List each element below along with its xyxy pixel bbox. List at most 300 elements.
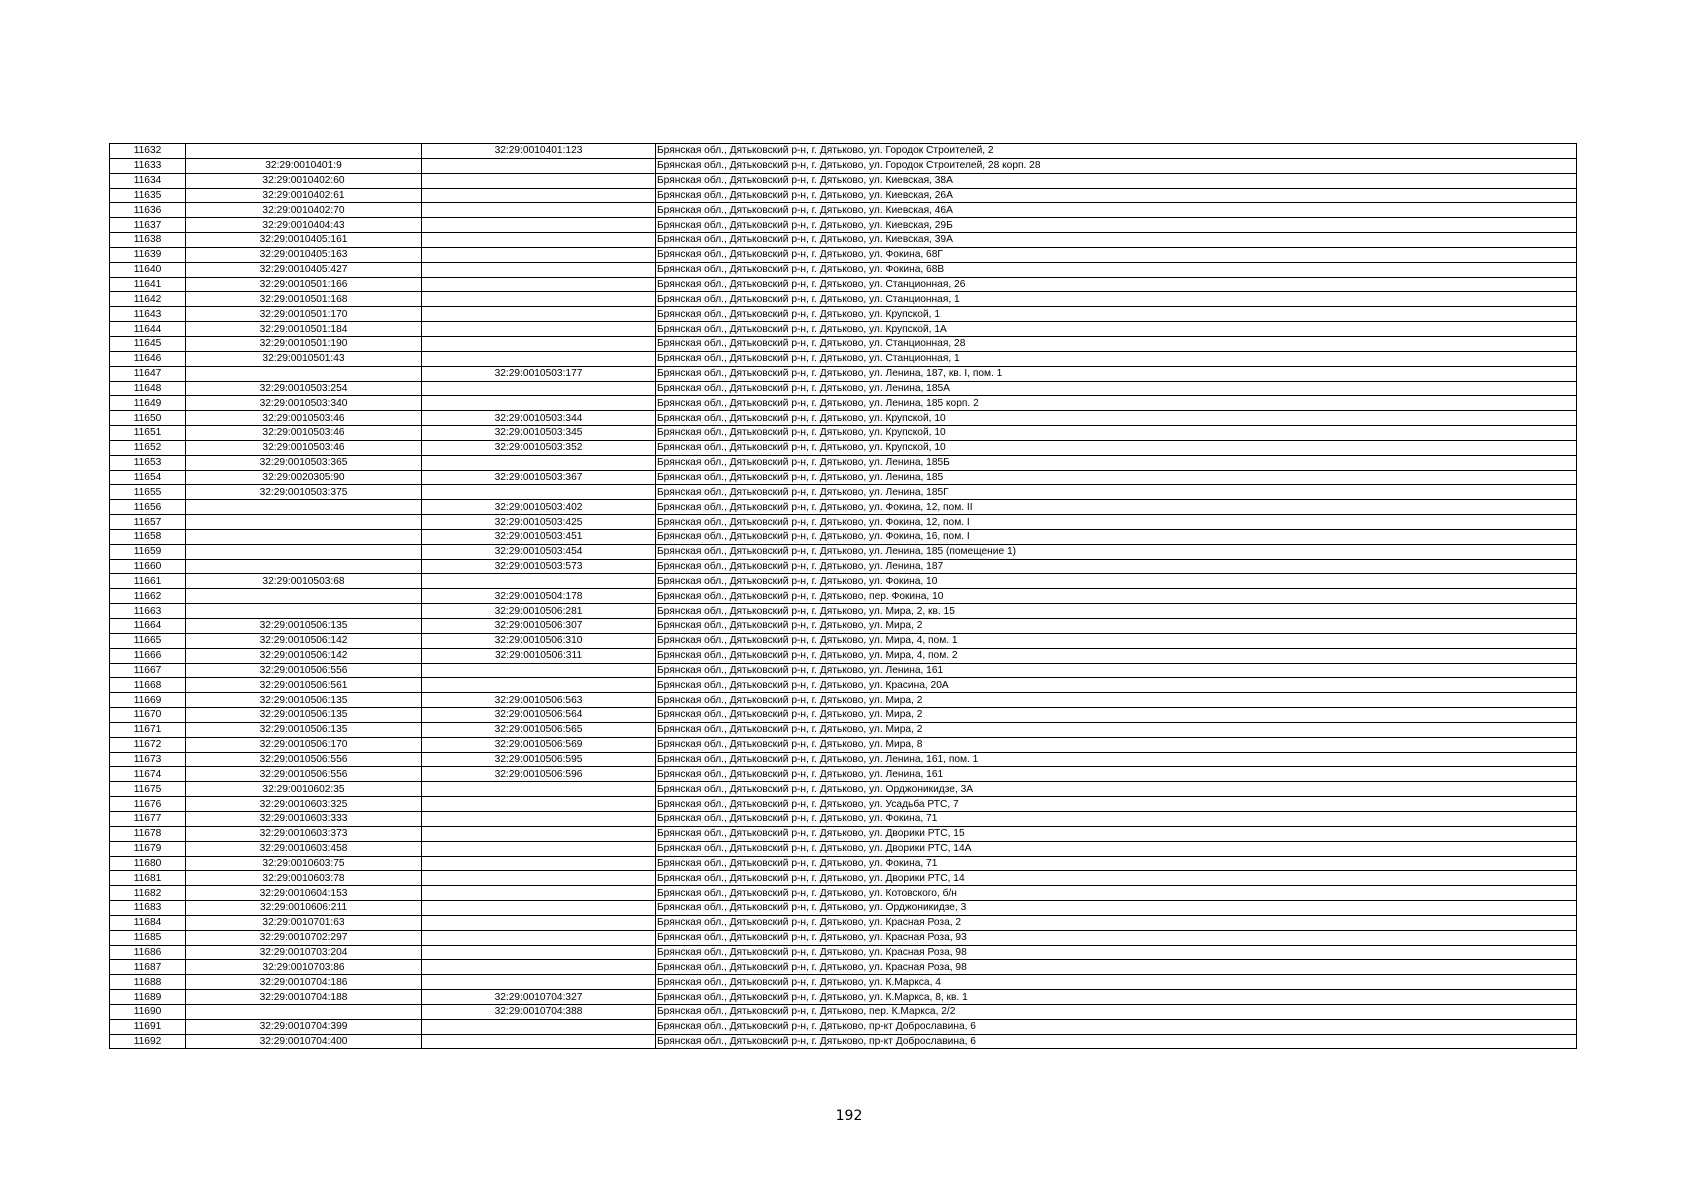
address-cell: Брянская обл., Дятьковский р-н, г. Дятьково, ул. Фокина, 71 [656,856,1577,871]
object-cadastral-cell: 32:29:0010503:454 [422,544,656,559]
object-cadastral-cell: 32:29:0010506:595 [422,752,656,767]
registry-table-body [110,144,1577,1049]
row-number-cell: 11673 [110,752,186,767]
table-row [110,544,1577,559]
address-cell: Брянская обл., Дятьковский р-н, г. Дятьково, ул. Ленина, 161 [656,663,1577,678]
row-number-cell: 11685 [110,930,186,945]
table-row [110,589,1577,604]
object-cadastral-cell: 32:29:0010506:311 [422,648,656,663]
land-cadastral-cell: 32:29:0010603:333 [186,811,422,826]
row-number-cell: 11678 [110,826,186,841]
land-cadastral-cell: 32:29:0010401:9 [186,158,422,173]
object-cadastral-cell [422,277,656,292]
table-row [110,277,1577,292]
address-cell: Брянская обл., Дятьковский р-н, г. Дятьково, ул. Фокина, 10 [656,574,1577,589]
address-cell: Брянская обл., Дятьковский р-н, г. Дятьково, ул. Ленина, 187 [656,559,1577,574]
address-cell: Брянская обл., Дятьковский р-н, г. Дятьково, ул. Красина, 20А [656,678,1577,693]
address-cell: Брянская обл., Дятьковский р-н, г. Дятьково, пер. К.Маркса, 2/2 [656,1004,1577,1019]
object-cadastral-cell [422,811,656,826]
row-number-cell: 11656 [110,500,186,515]
address-cell: Брянская обл., Дятьковский р-н, г. Дятьково, ул. Киевская, 26А [656,188,1577,203]
table-row [110,604,1577,619]
address-cell: Брянская обл., Дятьковский р-н, г. Дятьково, ул. Киевская, 38А [656,173,1577,188]
land-cadastral-cell: 32:29:0010501:170 [186,307,422,322]
object-cadastral-cell [422,841,656,856]
table-row [110,233,1577,248]
object-cadastral-cell: 32:29:0010401:123 [422,144,656,159]
row-number-cell: 11635 [110,188,186,203]
land-cadastral-cell: 32:29:0010506:142 [186,648,422,663]
address-cell: Брянская обл., Дятьковский р-н, г. Дятьково, ул. Фокина, 68В [656,262,1577,277]
row-number-cell: 11671 [110,722,186,737]
address-cell: Брянская обл., Дятьковский р-н, г. Дятьково, ул. Ленина, 161, пом. 1 [656,752,1577,767]
object-cadastral-cell [422,247,656,262]
land-cadastral-cell: 32:29:0010603:78 [186,871,422,886]
object-cadastral-cell [422,960,656,975]
land-cadastral-cell: 32:29:0010506:135 [186,619,422,634]
object-cadastral-cell [422,678,656,693]
land-cadastral-cell: 32:29:0010604:153 [186,886,422,901]
land-cadastral-cell: 32:29:0010603:325 [186,797,422,812]
table-row [110,930,1577,945]
land-cadastral-cell: 32:29:0010702:297 [186,930,422,945]
address-cell: Брянская обл., Дятьковский р-н, г. Дятьково, ул. Красная Роза, 93 [656,930,1577,945]
table-row [110,470,1577,485]
address-cell: Брянская обл., Дятьковский р-н, г. Дятьково, ул. Дворики РТС, 14 [656,871,1577,886]
address-cell: Брянская обл., Дятьковский р-н, г. Дятьково, ул. Станционная, 28 [656,336,1577,351]
land-cadastral-cell [186,544,422,559]
table-row [110,292,1577,307]
row-number-cell: 11644 [110,322,186,337]
row-number-cell: 11692 [110,1034,186,1049]
table-row [110,975,1577,990]
object-cadastral-cell [422,381,656,396]
table-row [110,722,1577,737]
table-row [110,663,1577,678]
object-cadastral-cell: 32:29:0010504:178 [422,589,656,604]
table-row [110,648,1577,663]
land-cadastral-cell [186,515,422,530]
land-cadastral-cell: 32:29:0020305:90 [186,470,422,485]
row-number-cell: 11666 [110,648,186,663]
address-cell: Брянская обл., Дятьковский р-н, г. Дятьково, ул. Дворики РТС, 15 [656,826,1577,841]
address-cell: Брянская обл., Дятьковский р-н, г. Дятьково, ул. Мира, 2 [656,693,1577,708]
table-row [110,1004,1577,1019]
address-cell: Брянская обл., Дятьковский р-н, г. Дятьково, ул. Мира, 2 [656,619,1577,634]
address-cell: Брянская обл., Дятьковский р-н, г. Дятьково, ул. Крупской, 10 [656,411,1577,426]
land-cadastral-cell: 32:29:0010703:86 [186,960,422,975]
row-number-cell: 11669 [110,693,186,708]
row-number-cell: 11653 [110,455,186,470]
table-row [110,782,1577,797]
land-cadastral-cell: 32:29:0010503:340 [186,396,422,411]
table-row [110,678,1577,693]
land-cadastral-cell [186,1004,422,1019]
object-cadastral-cell [422,901,656,916]
table-row [110,767,1577,782]
address-cell: Брянская обл., Дятьковский р-н, г. Дятьково, ул. Ленина, 185Г [656,485,1577,500]
land-cadastral-cell [186,366,422,381]
object-cadastral-cell: 32:29:0010503:344 [422,411,656,426]
object-cadastral-cell [422,915,656,930]
row-number-cell: 11655 [110,485,186,500]
table-row [110,529,1577,544]
row-number-cell: 11684 [110,915,186,930]
object-cadastral-cell [422,396,656,411]
object-cadastral-cell: 32:29:0010503:425 [422,515,656,530]
object-cadastral-cell [422,1019,656,1034]
object-cadastral-cell [422,158,656,173]
table-row [110,144,1577,159]
row-number-cell: 11676 [110,797,186,812]
address-cell: Брянская обл., Дятьковский р-н, г. Дятьково, ул. Мира, 8 [656,737,1577,752]
object-cadastral-cell [422,663,656,678]
row-number-cell: 11640 [110,262,186,277]
object-cadastral-cell [422,1034,656,1049]
land-cadastral-cell: 32:29:0010606:211 [186,901,422,916]
row-number-cell: 11633 [110,158,186,173]
address-cell: Брянская обл., Дятьковский р-н, г. Дятьково, ул. Мира, 2 [656,722,1577,737]
table-row [110,411,1577,426]
row-number-cell: 11667 [110,663,186,678]
land-cadastral-cell [186,559,422,574]
land-cadastral-cell: 32:29:0010501:168 [186,292,422,307]
object-cadastral-cell [422,574,656,589]
object-cadastral-cell [422,292,656,307]
table-row [110,366,1577,381]
address-cell: Брянская обл., Дятьковский р-н, г. Дятьково, ул. Киевская, 39А [656,233,1577,248]
land-cadastral-cell: 32:29:0010405:163 [186,247,422,262]
address-cell: Брянская обл., Дятьковский р-н, г. Дятьково, ул. Крупской, 10 [656,440,1577,455]
row-number-cell: 11642 [110,292,186,307]
row-number-cell: 11689 [110,990,186,1005]
object-cadastral-cell: 32:29:0010506:307 [422,619,656,634]
row-number-cell: 11674 [110,767,186,782]
table-row [110,426,1577,441]
table-row [110,797,1577,812]
table-row [110,500,1577,515]
table-row [110,381,1577,396]
address-cell: Брянская обл., Дятьковский р-н, г. Дятьково, ул. К.Маркса, 8, кв. 1 [656,990,1577,1005]
registry-table-container [109,143,1576,1049]
address-cell: Брянская обл., Дятьковский р-н, г. Дятьково, ул. Ленина, 185 корп. 2 [656,396,1577,411]
address-cell: Брянская обл., Дятьковский р-н, г. Дятьково, ул. Фокина, 68Г [656,247,1577,262]
row-number-cell: 11663 [110,604,186,619]
table-row [110,1019,1577,1034]
object-cadastral-cell [422,233,656,248]
row-number-cell: 11690 [110,1004,186,1019]
land-cadastral-cell: 32:29:0010404:43 [186,218,422,233]
table-row [110,737,1577,752]
row-number-cell: 11688 [110,975,186,990]
land-cadastral-cell: 32:29:0010506:170 [186,737,422,752]
object-cadastral-cell: 32:29:0010704:388 [422,1004,656,1019]
row-number-cell: 11660 [110,559,186,574]
object-cadastral-cell: 32:29:0010506:564 [422,708,656,723]
table-row [110,752,1577,767]
row-number-cell: 11681 [110,871,186,886]
row-number-cell: 11677 [110,811,186,826]
address-cell: Брянская обл., Дятьковский р-н, г. Дятьково, ул. Красная Роза, 98 [656,945,1577,960]
address-cell: Брянская обл., Дятьковский р-н, г. Дятьково, ул. Киевская, 29Б [656,218,1577,233]
object-cadastral-cell [422,945,656,960]
address-cell: Брянская обл., Дятьковский р-н, г. Дятьково, ул. Орджоникидзе, 3А [656,782,1577,797]
land-cadastral-cell: 32:29:0010503:68 [186,574,422,589]
row-number-cell: 11654 [110,470,186,485]
address-cell: Брянская обл., Дятьковский р-н, г. Дятьково, ул. Мира, 4, пом. 1 [656,633,1577,648]
object-cadastral-cell: 32:29:0010503:573 [422,559,656,574]
land-cadastral-cell: 32:29:0010701:63 [186,915,422,930]
table-row [110,990,1577,1005]
table-row [110,826,1577,841]
object-cadastral-cell [422,218,656,233]
table-row [110,262,1577,277]
address-cell: Брянская обл., Дятьковский р-н, г. Дятьково, ул. Мира, 2 [656,708,1577,723]
object-cadastral-cell [422,351,656,366]
row-number-cell: 11643 [110,307,186,322]
object-cadastral-cell [422,782,656,797]
object-cadastral-cell [422,930,656,945]
object-cadastral-cell: 32:29:0010503:451 [422,529,656,544]
row-number-cell: 11679 [110,841,186,856]
row-number-cell: 11638 [110,233,186,248]
address-cell: Брянская обл., Дятьковский р-н, г. Дятьково, ул. Красная Роза, 98 [656,960,1577,975]
address-cell: Брянская обл., Дятьковский р-н, г. Дятьково, ул. Станционная, 26 [656,277,1577,292]
land-cadastral-cell: 32:29:0010602:35 [186,782,422,797]
land-cadastral-cell: 32:29:0010405:161 [186,233,422,248]
object-cadastral-cell [422,856,656,871]
land-cadastral-cell [186,144,422,159]
address-cell: Брянская обл., Дятьковский р-н, г. Дятьково, ул. Ленина, 187, кв. I, пом. 1 [656,366,1577,381]
row-number-cell: 11691 [110,1019,186,1034]
land-cadastral-cell: 32:29:0010501:166 [186,277,422,292]
row-number-cell: 11683 [110,901,186,916]
object-cadastral-cell [422,455,656,470]
address-cell: Брянская обл., Дятьковский р-н, г. Дятьково, ул. Дворики РТС, 14А [656,841,1577,856]
row-number-cell: 11651 [110,426,186,441]
table-row [110,693,1577,708]
address-cell: Брянская обл., Дятьковский р-н, г. Дятьково, ул. Котовского, б/н [656,886,1577,901]
row-number-cell: 11639 [110,247,186,262]
row-number-cell: 11646 [110,351,186,366]
row-number-cell: 11649 [110,396,186,411]
object-cadastral-cell [422,797,656,812]
object-cadastral-cell: 32:29:0010506:310 [422,633,656,648]
land-cadastral-cell: 32:29:0010703:204 [186,945,422,960]
land-cadastral-cell: 32:29:0010704:399 [186,1019,422,1034]
land-cadastral-cell [186,589,422,604]
table-row [110,440,1577,455]
address-cell: Брянская обл., Дятьковский р-н, г. Дятьково, ул. Мира, 4, пом. 2 [656,648,1577,663]
address-cell: Брянская обл., Дятьковский р-н, г. Дятьково, ул. Фокина, 12, пом. II [656,500,1577,515]
land-cadastral-cell: 32:29:0010503:46 [186,426,422,441]
address-cell: Брянская обл., Дятьковский р-н, г. Дятьково, ул. Городок Строителей, 2 [656,144,1577,159]
land-cadastral-cell: 32:29:0010503:46 [186,440,422,455]
table-row [110,633,1577,648]
row-number-cell: 11682 [110,886,186,901]
row-number-cell: 11636 [110,203,186,218]
row-number-cell: 11645 [110,336,186,351]
address-cell: Брянская обл., Дятьковский р-н, г. Дятьково, ул. Мира, 2, кв. 15 [656,604,1577,619]
land-cadastral-cell [186,604,422,619]
land-cadastral-cell: 32:29:0010704:400 [186,1034,422,1049]
address-cell: Брянская обл., Дятьковский р-н, г. Дятьково, ул. Фокина, 12, пом. I [656,515,1577,530]
table-row [110,203,1577,218]
object-cadastral-cell [422,975,656,990]
object-cadastral-cell [422,826,656,841]
row-number-cell: 11652 [110,440,186,455]
land-cadastral-cell: 32:29:0010501:43 [186,351,422,366]
object-cadastral-cell: 32:29:0010506:563 [422,693,656,708]
object-cadastral-cell [422,203,656,218]
object-cadastral-cell [422,871,656,886]
table-row [110,485,1577,500]
table-row [110,173,1577,188]
land-cadastral-cell: 32:29:0010501:190 [186,336,422,351]
address-cell: Брянская обл., Дятьковский р-н, г. Дятьково, ул. Городок Строителей, 28 корп. 28 [656,158,1577,173]
row-number-cell: 11668 [110,678,186,693]
row-number-cell: 11641 [110,277,186,292]
object-cadastral-cell: 32:29:0010506:569 [422,737,656,752]
table-row [110,158,1577,173]
table-row [110,886,1577,901]
land-cadastral-cell: 32:29:0010402:61 [186,188,422,203]
row-number-cell: 11650 [110,411,186,426]
table-row [110,901,1577,916]
address-cell: Брянская обл., Дятьковский р-н, г. Дятьково, ул. Киевская, 46А [656,203,1577,218]
land-cadastral-cell: 32:29:0010506:135 [186,708,422,723]
table-row [110,515,1577,530]
land-cadastral-cell: 32:29:0010402:60 [186,173,422,188]
object-cadastral-cell: 32:29:0010503:367 [422,470,656,485]
address-cell: Брянская обл., Дятьковский р-н, г. Дятьково, пер. Фокина, 10 [656,589,1577,604]
row-number-cell: 11632 [110,144,186,159]
address-cell: Брянская обл., Дятьковский р-н, г. Дятьково, ул. Станционная, 1 [656,351,1577,366]
row-number-cell: 11637 [110,218,186,233]
land-cadastral-cell: 32:29:0010503:365 [186,455,422,470]
address-cell: Брянская обл., Дятьковский р-н, г. Дятьково, ул. Ленина, 185А [656,381,1577,396]
address-cell: Брянская обл., Дятьковский р-н, г. Дятьково, ул. Станционная, 1 [656,292,1577,307]
object-cadastral-cell [422,485,656,500]
row-number-cell: 11661 [110,574,186,589]
land-cadastral-cell: 32:29:0010506:556 [186,767,422,782]
land-cadastral-cell: 32:29:0010506:556 [186,663,422,678]
object-cadastral-cell [422,307,656,322]
object-cadastral-cell: 32:29:0010506:596 [422,767,656,782]
table-row [110,396,1577,411]
land-cadastral-cell: 32:29:0010506:142 [186,633,422,648]
address-cell: Брянская обл., Дятьковский р-н, г. Дятьково, ул. Усадьба РТС, 7 [656,797,1577,812]
object-cadastral-cell: 32:29:0010506:281 [422,604,656,619]
table-row [110,322,1577,337]
table-row [110,247,1577,262]
address-cell: Брянская обл., Дятьковский р-н, г. Дятьково, ул. Фокина, 71 [656,811,1577,826]
object-cadastral-cell [422,188,656,203]
land-cadastral-cell: 32:29:0010503:254 [186,381,422,396]
land-cadastral-cell: 32:29:0010402:70 [186,203,422,218]
land-cadastral-cell: 32:29:0010704:188 [186,990,422,1005]
registry-table [109,143,1577,1049]
land-cadastral-cell: 32:29:0010506:561 [186,678,422,693]
row-number-cell: 11664 [110,619,186,634]
table-row [110,574,1577,589]
table-row [110,960,1577,975]
object-cadastral-cell: 32:29:0010704:327 [422,990,656,1005]
row-number-cell: 11648 [110,381,186,396]
table-row [110,619,1577,634]
table-row [110,307,1577,322]
row-number-cell: 11675 [110,782,186,797]
row-number-cell: 11672 [110,737,186,752]
table-row [110,811,1577,826]
address-cell: Брянская обл., Дятьковский р-н, г. Дятьково, ул. К.Маркса, 4 [656,975,1577,990]
land-cadastral-cell: 32:29:0010603:458 [186,841,422,856]
address-cell: Брянская обл., Дятьковский р-н, г. Дятьково, ул. Красная Роза, 2 [656,915,1577,930]
land-cadastral-cell: 32:29:0010503:375 [186,485,422,500]
table-row [110,856,1577,871]
land-cadastral-cell: 32:29:0010603:75 [186,856,422,871]
address-cell: Брянская обл., Дятьковский р-н, г. Дятьково, ул. Орджоникидзе, 3 [656,901,1577,916]
row-number-cell: 11665 [110,633,186,648]
address-cell: Брянская обл., Дятьковский р-н, г. Дятьково, пр-кт Доброславина, 6 [656,1034,1577,1049]
row-number-cell: 11680 [110,856,186,871]
object-cadastral-cell [422,886,656,901]
row-number-cell: 11687 [110,960,186,975]
land-cadastral-cell [186,500,422,515]
land-cadastral-cell: 32:29:0010603:373 [186,826,422,841]
land-cadastral-cell: 32:29:0010506:135 [186,722,422,737]
address-cell: Брянская обл., Дятьковский р-н, г. Дятьково, ул. Фокина, 16, пом. I [656,529,1577,544]
table-row [110,336,1577,351]
object-cadastral-cell [422,262,656,277]
object-cadastral-cell: 32:29:0010503:345 [422,426,656,441]
row-number-cell: 11662 [110,589,186,604]
row-number-cell: 11647 [110,366,186,381]
address-cell: Брянская обл., Дятьковский р-н, г. Дятьково, ул. Крупской, 10 [656,426,1577,441]
table-row [110,945,1577,960]
address-cell: Брянская обл., Дятьковский р-н, г. Дятьково, ул. Крупской, 1 [656,307,1577,322]
address-cell: Брянская обл., Дятьковский р-н, г. Дятьково, ул. Ленина, 161 [656,767,1577,782]
row-number-cell: 11670 [110,708,186,723]
table-row [110,559,1577,574]
table-row [110,841,1577,856]
row-number-cell: 11659 [110,544,186,559]
table-row [110,351,1577,366]
address-cell: Брянская обл., Дятьковский р-н, г. Дятьково, ул. Ленина, 185 [656,470,1577,485]
object-cadastral-cell [422,322,656,337]
land-cadastral-cell: 32:29:0010704:186 [186,975,422,990]
table-row [110,708,1577,723]
object-cadastral-cell: 32:29:0010506:565 [422,722,656,737]
object-cadastral-cell [422,336,656,351]
object-cadastral-cell [422,173,656,188]
table-row [110,188,1577,203]
object-cadastral-cell: 32:29:0010503:402 [422,500,656,515]
table-row [110,455,1577,470]
table-row [110,915,1577,930]
table-row [110,218,1577,233]
land-cadastral-cell: 32:29:0010405:427 [186,262,422,277]
table-row [110,871,1577,886]
land-cadastral-cell: 32:29:0010506:135 [186,693,422,708]
address-cell: Брянская обл., Дятьковский р-н, г. Дятьково, ул. Крупской, 1А [656,322,1577,337]
object-cadastral-cell: 32:29:0010503:352 [422,440,656,455]
address-cell: Брянская обл., Дятьковский р-н, г. Дятьково, ул. Ленина, 185 (помещение 1) [656,544,1577,559]
address-cell: Брянская обл., Дятьковский р-н, г. Дятьково, пр-кт Доброславина, 6 [656,1019,1577,1034]
row-number-cell: 11634 [110,173,186,188]
page-number: 192 [835,1108,863,1124]
land-cadastral-cell: 32:29:0010503:46 [186,411,422,426]
